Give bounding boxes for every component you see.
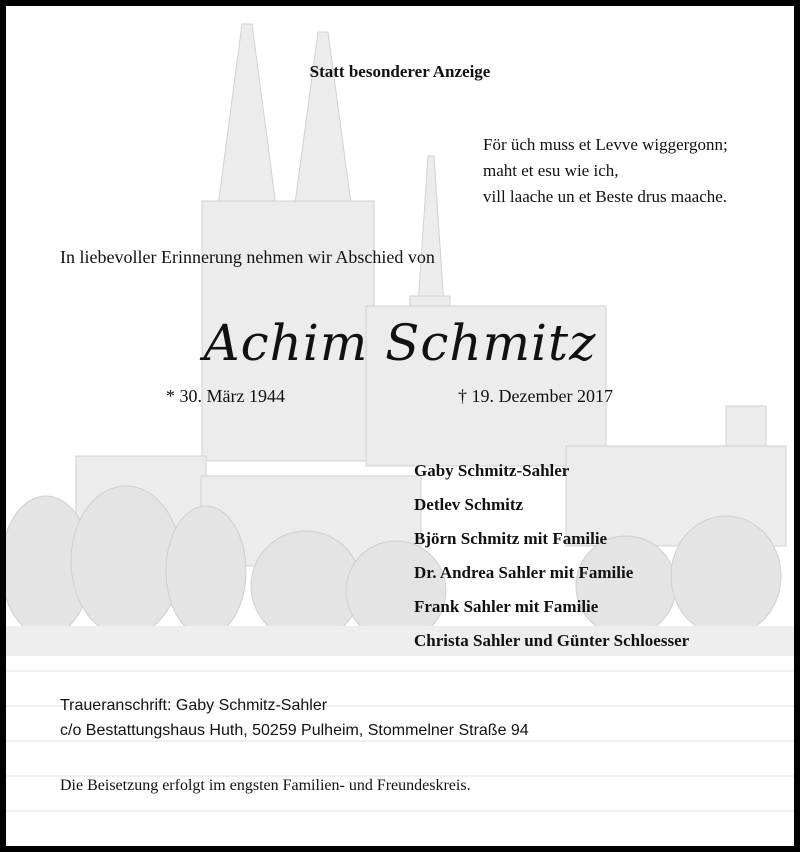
poem bbox=[483, 132, 728, 210]
poem-line: För üch muss et Levve wiggergonn; bbox=[483, 135, 728, 154]
death-date: † 19. Dezember 2017 bbox=[458, 386, 613, 406]
mourner-name: Dr. Andrea Sahler mit Familie bbox=[414, 563, 634, 582]
deceased-name: Achim Schmitz bbox=[203, 314, 597, 372]
address-line: Traueranschrift: Gaby Schmitz-Sahler bbox=[60, 697, 328, 714]
address-line: c/o Bestattungshaus Huth, 50259 Pulheim, Stommelner Straße 94 bbox=[60, 722, 529, 739]
mourner-name: Frank Sahler mit Familie bbox=[414, 597, 599, 616]
notice-header: Statt besonderer Anzeige bbox=[309, 62, 491, 81]
mourner-name: Detlev Schmitz bbox=[414, 495, 524, 514]
mourner-name: Gaby Schmitz-Sahler bbox=[414, 461, 570, 480]
mourners-list bbox=[414, 461, 689, 665]
poem-line: vill laache un et Beste drus maache. bbox=[483, 187, 728, 206]
mourning-address bbox=[60, 693, 529, 743]
funeral-note: Die Beisetzung erfolgt im engsten Familien- und Freundeskreis. bbox=[60, 777, 471, 794]
poem-line: maht et esu wie ich, bbox=[483, 161, 619, 180]
mourner-name: Christa Sahler und Günter Schloesser bbox=[414, 631, 690, 650]
intro-text: In liebevoller Erinnerung nehmen wir Abschied von bbox=[60, 247, 435, 267]
mourner-name: Björn Schmitz mit Familie bbox=[414, 529, 608, 548]
birth-date: * 30. März 1944 bbox=[166, 386, 285, 406]
